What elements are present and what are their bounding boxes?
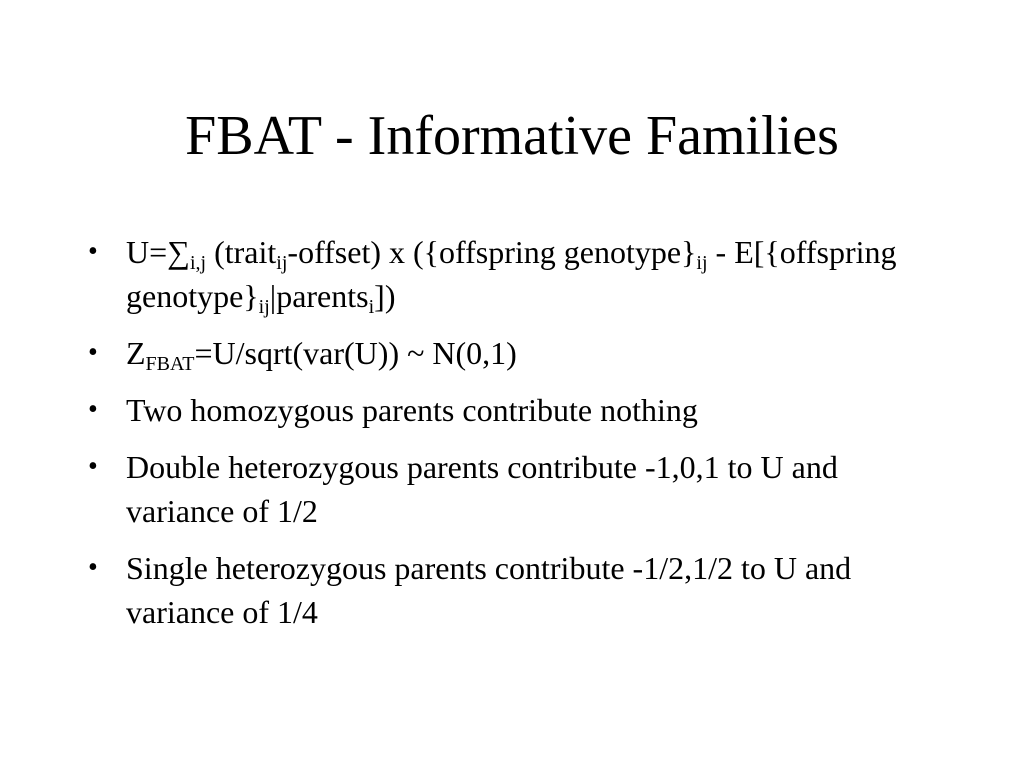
u-equals: U= [126, 234, 168, 270]
formula-text-2: -offset) x ({offspring genotype} [287, 234, 697, 270]
bullet-item-homozygous [88, 388, 938, 432]
bullet-text: Single heterozygous parents contribute -1/2,1/2 to U and variance of 1/4 [126, 550, 852, 630]
formula-text-5: ]) [374, 278, 396, 314]
bullet-list [88, 230, 938, 647]
sigma-subscript: i,j [189, 252, 207, 274]
formula-text-4: |parents [269, 278, 369, 314]
bullet-item-single-heterozygous [88, 546, 938, 634]
z-formula: =U/sqrt(var(U)) ~ N(0,1) [194, 335, 517, 371]
sigma-symbol: ∑ [167, 234, 190, 270]
formula-text-3: - E[{offspring genotype} [126, 234, 897, 314]
bullet-item-double-heterozygous [88, 445, 938, 533]
trait-subscript: ij [276, 252, 288, 274]
parents-subscript: i [368, 296, 375, 318]
bullet-icon: • [88, 337, 98, 368]
bullet-icon: • [88, 236, 98, 267]
bullet-icon: • [88, 552, 98, 583]
z-symbol: Z [126, 335, 146, 371]
formula-text-1: (trait [206, 234, 277, 270]
genotype-subscript-2: ij [258, 296, 270, 318]
bullet-text: Double heterozygous parents contribute -1,0,1 to U and variance of 1/2 [126, 449, 838, 529]
bullet-text: Two homozygous parents contribute nothing [126, 392, 698, 428]
bullet-icon: • [88, 451, 98, 482]
bullet-icon: • [88, 394, 98, 425]
bullet-item-z-fbat [88, 331, 938, 375]
slide-title: FBAT - Informative Families [185, 105, 839, 167]
bullet-item-u-statistic [88, 230, 938, 318]
z-subscript: FBAT [145, 353, 195, 375]
genotype-subscript-1: ij [696, 252, 708, 274]
